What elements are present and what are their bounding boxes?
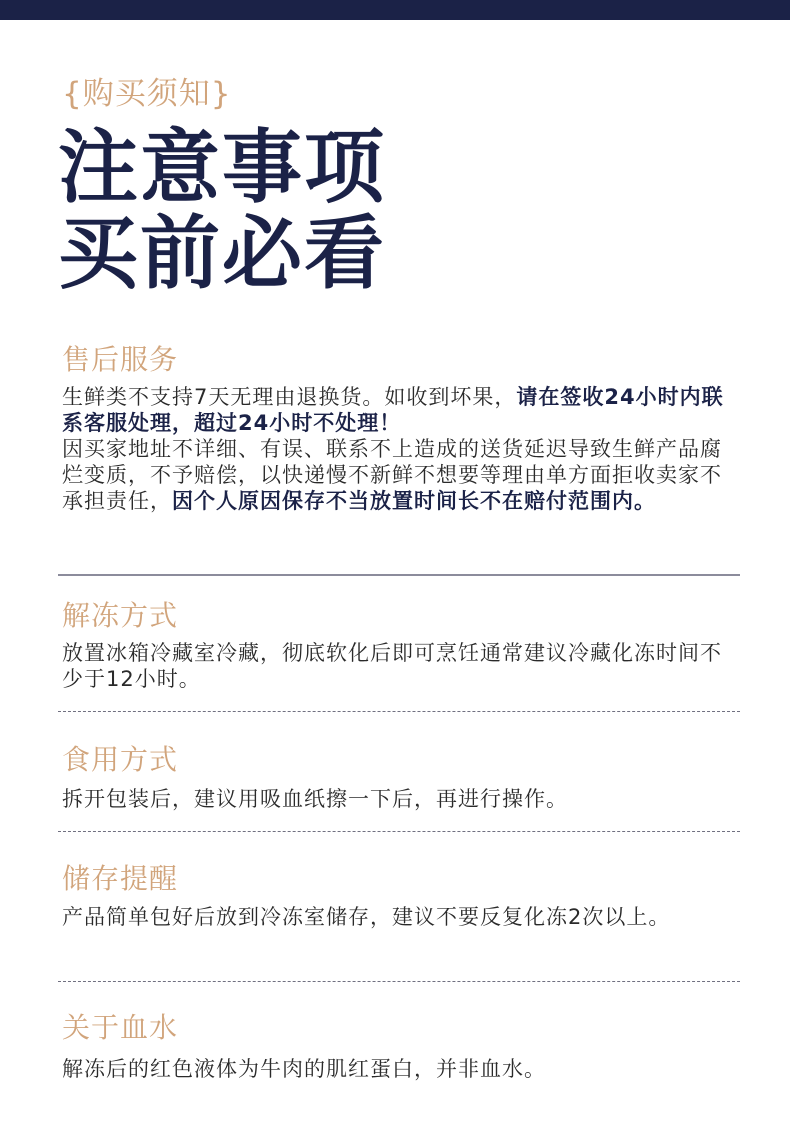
divider-dashed-3 — [58, 981, 740, 982]
section-body-storage: 产品简单包好后放到冷冻室储存，建议不要反复化冻2次以上。 — [62, 905, 671, 929]
section-title-thawing: 解冻方式 — [62, 599, 179, 632]
divider-dashed-2 — [58, 831, 740, 832]
top-bar — [0, 0, 790, 20]
kicker-label: {购买须知} — [62, 76, 232, 112]
section-title-after-sales: 售后服务 — [62, 343, 179, 376]
after-sales-text-2: 因买家地址不详细、有误、联系不上造成的送货延迟导致生鲜产品腐烂变质，不予赔偿，以快递慢不新鲜不想要等理由单方面拒收卖家不承担责任， — [62, 437, 722, 513]
section-body-blood-water: 解冻后的红色液体为牛肉的肌红蛋白，并非血水。 — [62, 1057, 546, 1081]
divider-solid — [58, 574, 740, 576]
section-body-thawing: 放置冰箱冷藏室冷藏，彻底软化后即可烹饪通常建议冷藏化冻时间不少于12小时。 — [62, 641, 722, 691]
headline-line-1: 注意事项 — [58, 121, 386, 214]
divider-dashed-1 — [58, 711, 740, 712]
section-title-blood-water: 关于血水 — [62, 1011, 179, 1044]
headline-line-2: 买前必看 — [58, 207, 386, 300]
after-sales-text-1: 生鲜类不支持7天无理由退换货。如收到坏果， — [62, 385, 517, 409]
section-title-usage: 食用方式 — [62, 743, 179, 776]
section-body-after-sales — [62, 384, 742, 514]
section-body-usage: 拆开包装后，建议用吸血纸擦一下后，再进行操作。 — [62, 787, 568, 811]
after-sales-emphasis-1: 请在签收24小时内联系客服处理，超过24小时不处理！ — [62, 385, 724, 435]
after-sales-emphasis-2: 因个人原因保存不当放置时间长不在赔付范围内。 — [172, 489, 656, 513]
section-title-storage: 储存提醒 — [62, 862, 179, 895]
